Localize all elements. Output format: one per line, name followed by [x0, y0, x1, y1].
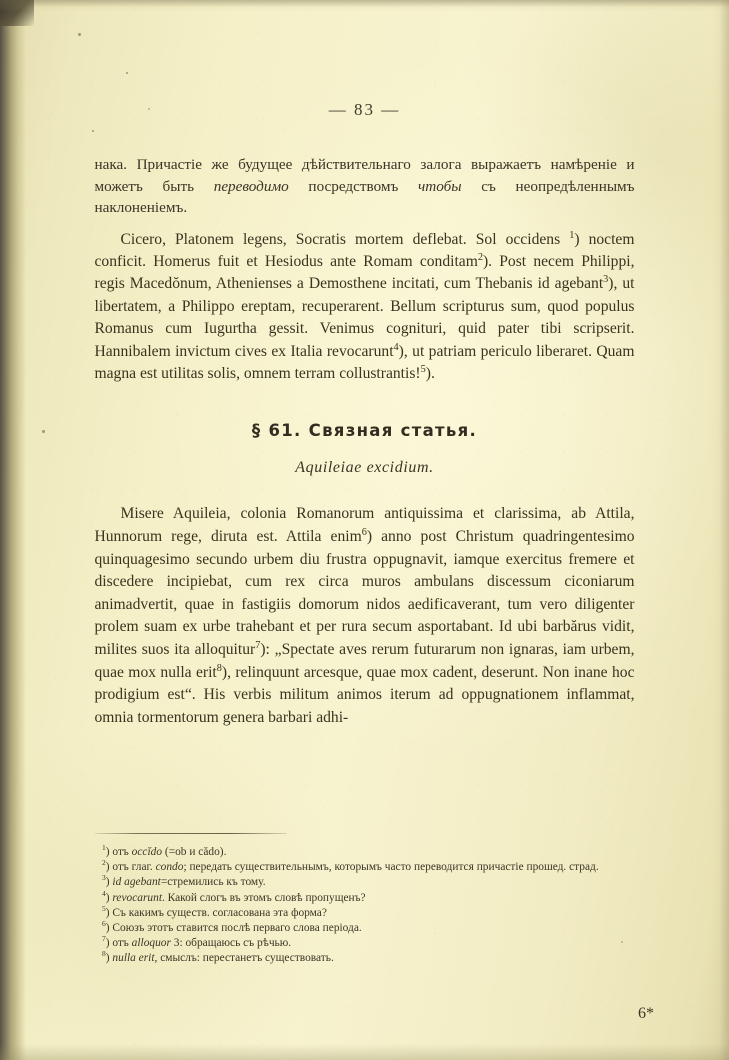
footnote-text-post: . Какой слогъ въ этомъ словѣ пропущенъ?	[161, 891, 366, 904]
latin-exercise-paragraph	[95, 229, 635, 386]
ru-note-suffix: съ неопредѣленнымъ наклоненіемъ.	[94, 177, 635, 216]
footnote-ref-3[interactable]: 3	[603, 274, 609, 286]
footnote-item	[78, 921, 654, 936]
ru-note-prefix: нака. Причастіе же будущее дѣйствительнаго залога выражаетъ намѣреніе и можетъ быть	[94, 156, 635, 195]
footnote-text-pre: )	[105, 891, 113, 904]
footnote-marker: 2	[102, 858, 106, 868]
section-subtitle: Aquileiae excidium.	[295, 459, 434, 477]
footnote-ref-2[interactable]: 2	[477, 251, 483, 263]
footnote-item	[78, 906, 654, 921]
footnote-text-italic: id agebant	[112, 876, 161, 889]
footnote-text-post: ; передать существительнымъ, которымъ часто переводится причастіе прошед. страд.	[183, 861, 599, 874]
footnote-text-italic: nulla erit	[112, 952, 155, 965]
footnote-item	[78, 845, 654, 860]
story-part-3: ): „Spectate aves rerum futurarum non ignaras, iam urbem, quae mox nulla erit	[94, 640, 635, 681]
footnote-text-pre: )	[105, 952, 113, 965]
footnote-text-post: , смыслъ: перестанетъ существовать.	[154, 952, 334, 965]
story-part-1: Misere Aquileia, colonia Romanorum antiquissima et clarissima, ab Attila, Hunnorum rege, diruta est. Attila enim	[94, 505, 635, 545]
footnote-marker: 3	[102, 873, 106, 883]
footnote-marker: 6	[102, 919, 106, 929]
footnote-marker: 5	[102, 904, 106, 914]
signature-mark: 6*	[638, 1005, 654, 1022]
latin-part-1: Cicero, Platonem legens, Socratis mortem deflebat. Sol occidens	[120, 230, 570, 248]
section-heading: § 61. Связная статья.	[251, 421, 478, 441]
text-block	[95, 154, 635, 729]
ru-note-middle: посредствомъ	[288, 177, 419, 195]
footnote-ref-7[interactable]: 7	[255, 639, 261, 651]
latin-part-2: ) noctem conficit. Homerus fuit et Hesiodus ante Romam conditam	[94, 230, 635, 270]
footnote-ref-5[interactable]: 5	[420, 363, 426, 375]
footnote-ref-4[interactable]: 4	[393, 341, 399, 353]
footnote-separator-rule	[95, 833, 287, 834]
footnote-item	[78, 860, 654, 875]
latin-part-4: ), ut libertatem, a Philippo ereptam, recuperarent. Bellum scripturus sum, quod populus Romanus cum Iugurtha gessit. Venimus cognituri, quid pater tibi scripserit. Hannibalem invictum cives ex Italia revocarunt	[94, 275, 635, 360]
footnote-ref-6[interactable]: 6	[361, 526, 367, 538]
page-number: — 83 —	[328, 100, 401, 119]
footnote-text-pre: ) Съ какимъ существ. согласована эта форма?	[105, 906, 327, 919]
story-part-4: ), relinquunt arcesque, quae mox cadent, deserunt. Non inane hoc prodigium est“. His verbis militum animos iterum ad oppugnationem inflammat, omnia tormentorum genera barbari adhi-	[94, 663, 635, 726]
footnote-item	[78, 951, 654, 966]
latin-part-6: ).	[425, 364, 435, 382]
footnote-text-pre: ) отъ	[105, 846, 132, 858]
ru-note-italic-perevodimo: переводимо	[213, 177, 289, 195]
footnote-text-pre: )	[105, 876, 113, 889]
footnote-text-post: (=ob и cădo).	[162, 846, 227, 858]
footnote-marker: 8	[102, 949, 106, 959]
footnote-item	[78, 875, 654, 890]
footnote-item	[78, 888, 654, 906]
footnote-marker: 7	[102, 934, 106, 944]
footnote-text-pre: ) отъ глаг.	[105, 861, 156, 874]
russian-grammar-note	[95, 154, 635, 219]
footnote-text-italic: occĭdo	[131, 846, 163, 858]
footnote-text-post: =стремились къ тому.	[160, 876, 266, 889]
footnote-text-italic: condo	[155, 861, 184, 874]
footnote-marker: 4	[102, 888, 106, 898]
page-edge-bottom	[0, 1044, 729, 1060]
latin-part-5: ), ut patriam periculo liberaret. Quam magna est utilitas solis, omnem terram collustrantis!	[94, 342, 635, 382]
latin-part-3: ). Post necem Philippi, regis Macedŏnum, Athenienses a Demosthene incitati, cum Thebanis id agebant	[94, 252, 635, 293]
footnote-text-pre: ) отъ	[105, 937, 132, 950]
footnote-item	[78, 936, 654, 951]
footnote-text-post: 3: обращаюсь съ рѣчью.	[170, 937, 292, 950]
footnote-text-italic: alloquor	[131, 937, 171, 950]
ru-note-italic-chtoby: чтобы	[418, 177, 462, 195]
footnote-ref-1[interactable]: 1	[569, 229, 575, 241]
footnote-ref-8[interactable]: 8	[216, 662, 222, 674]
footnote-marker: 1	[102, 843, 106, 853]
footnote-text-italic: revocarunt	[112, 891, 162, 904]
story-part-2: ) anno post Christum quadringentesimo quinquagesimo secundo urbem diu frustra oppugnavit, iamque exercitus fremere et discedere incipiebat, cum rex circa muros ambulans discessum ciconiarum animadvertit, quae in fastigiis domorum nidos aedificaverant, tum vero diligenter prolem suam ex urbe trahebant et per rura secum asportabant. Id ubi barbărus vidit, milites suos ita alloquitur	[94, 527, 635, 658]
footnotes-block	[78, 845, 654, 967]
footnote-text-pre: ) Союзъ этотъ ставится послѣ перваго слова періода.	[105, 922, 362, 935]
story-paragraph	[95, 503, 635, 729]
